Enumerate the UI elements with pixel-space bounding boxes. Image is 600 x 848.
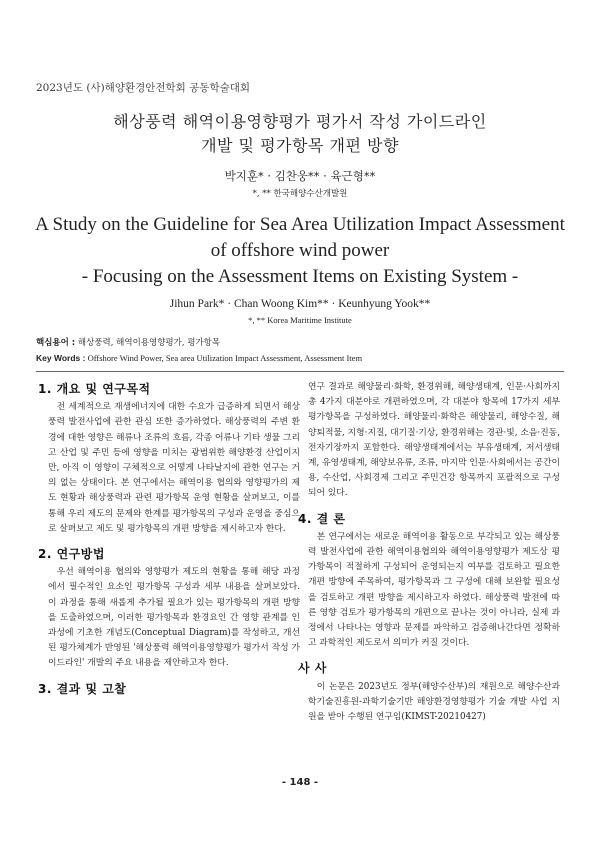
divider-line: [36, 371, 564, 372]
right-column: [298, 382, 560, 735]
conference-header: 2023년도 (사)해양환경안전학회 공동학술대회: [36, 82, 251, 94]
english-keywords-label: Key Words :: [36, 353, 86, 363]
korean-title-line-1: 해상풍력 해역이용영향평가 평가서 작성 가이드라인: [113, 112, 487, 131]
english-keywords: [36, 351, 362, 366]
korean-keywords-value: 해상풍력, 해역이용영향평가, 평가항목: [77, 338, 221, 348]
english-keywords-value: Offshore Wind Power, Sea area Utilization Impact Assessment, Assessment Item: [87, 353, 363, 363]
korean-affiliation: *, ** 한국해양수산개발원: [252, 189, 348, 199]
section-heading-acknowledgement: 사 사: [298, 661, 327, 676]
section-body-results: 연구 결과로 해양물리·화학, 환경위해, 해양생태계, 인문·사회까지 총 4가지 대분야로 개편하였으며, 각 대분야 항목에 17가지 세부 평가항목을 구성하였다. 해양물리·화학은 해양물리, 해양수질, 해양퇴적물, 지형·지질, 대기질·기상, 환경위해는 경관·빛, 소음·진동, 전자기장까지 포함한다. 해양생태계에서는 부유생태계, 저서생태계, 유영생태계, 해양보유류, 조류, 마지막 인문·사회에서는 공간이용, 수산업, 사회경제 그리고 주민건강 항목까지 포괄적으로 구성되어 있다.: [308, 382, 560, 499]
section-body-acknowledgement: 이 논문은 2023년도 정부(해양수산부)의 재원으로 해양수산과학기술진흥원-과학기술기반 해양환경영향평가 기술 개발 사업 지원을 받아 수행된 연구임(KIMST-20210427): [308, 681, 560, 723]
korean-title-line-2: 개발 및 평가항목 개편 방향: [201, 136, 399, 155]
section-heading-method: 2. 연구방법: [38, 547, 105, 562]
section-heading-conclusion: 4. 결 론: [298, 511, 346, 526]
section-body-method: 우선 해역이용 협의와 영향평가 제도의 현황을 통해 해당 과정에서 필수적인 요소인 평가항목 구성과 세부 내용을 살펴보았다. 이 과정을 통해 새롭게 추가될 필요가 있는 평가항목의 개편 방향을 도출하였으며, 이러한 평가항목과 환경요인 간 영향 관계를 인과성에 기초한 개념도(Conceptual Diagram)를 작성하고, 개선된 평가체계가 반영된 '해상풍력 해역이용영향평가 평가서 작성 가이드라인' 개발의 주요 내용을 제안하고자 한다.: [48, 567, 300, 669]
section-body-conclusion: 본 연구에서는 새로운 해역이용 활동으로 부각되고 있는 해상풍력 발전사업에 관한 해역이용협의와 해역이용영향평가 제도상 평가항목이 적절하게 구성되어 운영되는지 여부를 검토하고 필요한 개편 방향에 주목하여, 평가항목과 그 구성에 대해 보완할 필요성을 검토하고 개편 방향을 제시하고자 하였다. 해상풍력 발전에 따른 영향 검토가 평가항목의 개편으로 끝나는 것이 아니라, 실제 과정에서 나타나는 영향과 문제를 파악하고 검증해나간다면 정확하고 과학적인 제도로서 의미가 커질 것이다.: [308, 531, 560, 649]
english-affiliation: *, ** Korea Maritime Institute: [248, 315, 352, 325]
korean-keywords-label: 핵심용어 :: [36, 338, 76, 348]
section-heading-intro: 1. 개요 및 연구목적: [38, 382, 151, 396]
english-title-line-1: A Study on the Guideline for Sea Area Utilization Impact Assessment: [35, 214, 565, 235]
section-heading-results: 3. 결과 및 고찰: [38, 681, 127, 696]
korean-title: [0, 110, 600, 158]
english-subtitle: - Focusing on the Assessment Items on Existing System -: [81, 266, 519, 287]
section-body-intro: 전 세계적으로 재생에너지에 대한 수요가 급증하게 되면서 해상풍력 발전사업에 관한 관심 또한 증가하였다. 해상풍력의 주변 환경에 대한 영향은 해류나 조류의 흐름, 각종 어류나 기타 생물 그리고 산업 및 주민 등에 영향을 미치는 광범위한 해양환경 산업이지만, 아직 이 영향이 구체적으로 어떻게 나타날지에 관한 연구는 거의 없는 상태이다. 본 연구에서는 해역이용 협의와 영향평가의 제도 현황과 해상풍력과 관련 평가항목 운영 현황을 살펴보고, 이를 통해 우리 제도의 문제와 한계를 평가항목의 구성과 운영을 중심으로 살펴보고 제도 및 평가항목의 개편 방향을 제시하고자 한다.: [48, 402, 300, 534]
left-column: [38, 382, 300, 700]
keywords-block: [36, 336, 362, 366]
english-title: [0, 212, 600, 290]
english-authors: Jihun Park* · Chan Woong Kim** · Keunhyung Yook**: [169, 298, 431, 310]
korean-keywords: [36, 336, 362, 351]
korean-authors: 박지훈* · 김찬웅** · 육근형**: [224, 169, 376, 183]
page-number: - 148 -: [281, 777, 319, 788]
english-title-line-2: of offshore wind power: [210, 240, 390, 261]
